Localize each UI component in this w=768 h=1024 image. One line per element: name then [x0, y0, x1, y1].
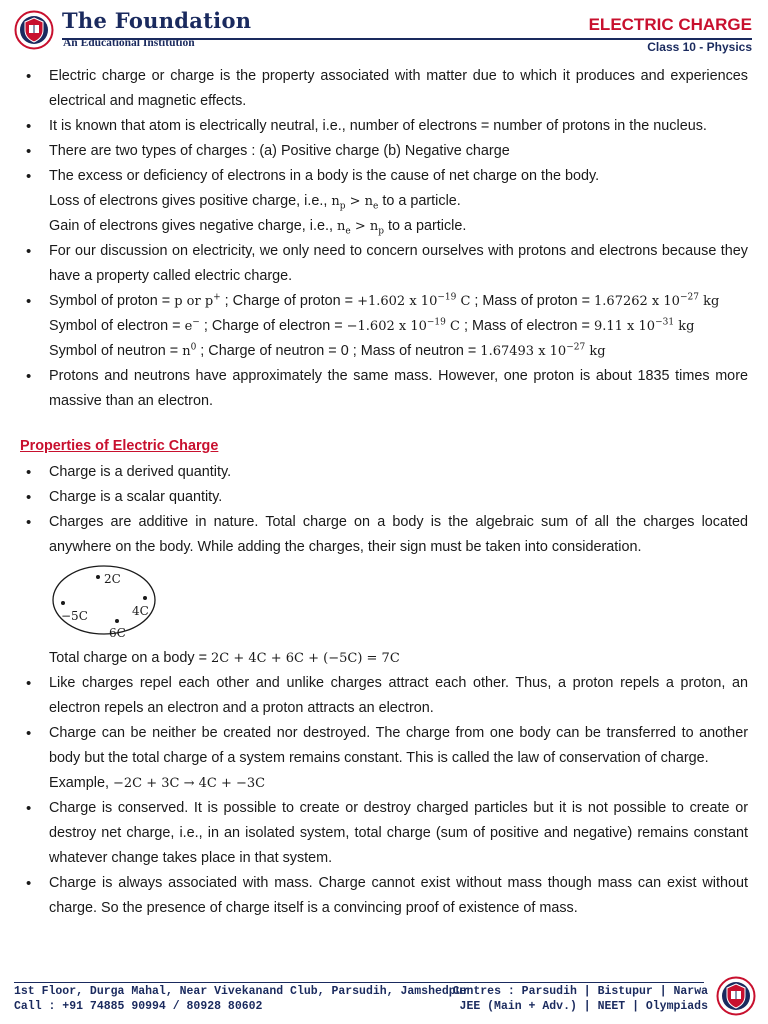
foundation-emblem-icon: [716, 976, 756, 1016]
gain-line: [20, 214, 748, 239]
charge-label: 4C: [132, 604, 149, 618]
example-text: Example,: [49, 775, 113, 791]
electron-symbol-label: Symbol of electron =: [49, 318, 185, 334]
gain-math: $n_e > n_p$: [336, 219, 384, 237]
list-item: [20, 289, 748, 314]
total-charge-text: Total charge on a body =: [49, 650, 212, 666]
properties-list-3: [20, 796, 748, 921]
list-item: • There are two types of charges : (a) Positive charge (b) Negative charge: [20, 139, 748, 164]
electron-charge: −1.602 x $10^{-19}$ C: [346, 317, 460, 334]
proton-symbol: p or p+: [174, 292, 221, 309]
footer-exams: JEE (Main + Adv.) | NEET | Olympiads: [459, 1000, 708, 1013]
page-footer: [0, 976, 768, 1024]
loss-suffix: to a particle.: [378, 193, 461, 209]
neutron-line: [20, 339, 748, 364]
gain-text: Gain of electrons gives negative charge, i.e.,: [49, 218, 337, 234]
charge-dot: [96, 575, 100, 579]
footer-centres: Centres : Parsudih | Bistupur | Narwa: [452, 985, 708, 998]
total-charge-line: [20, 646, 748, 671]
charge-label: −5C: [61, 609, 88, 623]
list-item: • Charge is a derived quantity.: [20, 460, 748, 485]
example-line: [20, 771, 748, 796]
electron-mass-label: ; Mass of electron =: [459, 318, 594, 334]
neutron-mass: 1.67493 x $10^{-27}$ kg: [480, 342, 606, 359]
charge-dot: [61, 601, 65, 605]
list-item: • For our discussion on electricity, we only need to concern ourselves with protons and electrons because they have a property called electric charge.: [20, 239, 748, 289]
list-item: • Like charges repel each other and unlike charges attract each other. Thus, a proton repels a proton, an electron repels an electron and a proton attracts an electron.: [20, 671, 748, 721]
neutron-symbol-label: Symbol of neutron =: [49, 343, 183, 359]
charge-diagram: [51, 564, 157, 640]
proton-mass: 1.67262 x $10^{-27}$ kg: [594, 292, 720, 309]
list-item: • Charges are additive in nature. Total charge on a body is the algebraic sum of all the charges located anywhere on the body. While adding the charges, their sign must be taken into consideration.: [20, 510, 748, 560]
electron-symbol: e−: [184, 317, 200, 334]
footer-divider: [14, 982, 704, 983]
proton-charge: +1.602 x $10^{-19}$ C: [357, 292, 471, 309]
list-item: [20, 164, 748, 189]
electron-mass: 9.11 x $10^{-31}$ kg: [593, 317, 695, 334]
loss-line: [20, 189, 748, 214]
intro-list: [20, 64, 748, 189]
gain-suffix: to a particle.: [383, 218, 467, 234]
list-item: • Charge is a scalar quantity.: [20, 485, 748, 510]
page-content: [20, 64, 748, 921]
list-item: • Protons and neutrons have approximately the same mass. However, one proton is about 1835 times more massive than an electron.: [20, 364, 748, 414]
list-item: • Charge is always associated with mass. Charge cannot exist without mass though mass can exist without charge. So the presence of charge itself is a convincing proof of existence of mass.: [20, 871, 748, 921]
example-math: −2C + 3C → 4C + −3C: [113, 776, 266, 791]
charge-dot: [143, 596, 147, 600]
charge-dot: [115, 619, 119, 623]
net-charge-text: The excess or deficiency of electrons in a body is the cause of net charge on the body.: [49, 168, 600, 184]
list-item: • Charge can be neither be created nor destroyed. The charge from one body can be transferred to another body but the total charge of a system remains constant. This is called the law of conservation of charge.: [20, 721, 748, 771]
document-title: ELECTRIC CHARGE: [588, 15, 752, 34]
properties-list-2: [20, 671, 748, 771]
charge-label: 6C: [109, 626, 126, 640]
intro-list-3: [20, 364, 748, 414]
foundation-emblem-icon: [14, 10, 54, 50]
proton-symbol-label: Symbol of proton =: [49, 293, 175, 309]
proton-mass-label: ; Mass of proton =: [470, 293, 595, 309]
list-item: • It is known that atom is electrically neutral, i.e., number of electrons = number of protons in the nucleus.: [20, 114, 748, 139]
total-charge-math: 2C + 4C + 6C + (−5C) = 7C: [211, 651, 400, 666]
footer-address: 1st Floor, Durga Mahal, Near Vivekanand Club, Parsudih, Jamshedpur: [14, 985, 470, 998]
proton-charge-label: ; Charge of proton =: [220, 293, 358, 309]
brand-title: The Foundation: [62, 8, 252, 33]
footer-phone: Call : +91 74885 90994 / 80928 80602: [14, 1000, 263, 1013]
electron-line: [20, 314, 748, 339]
brand-subtitle: An Educational Institution: [63, 37, 195, 49]
properties-list: [20, 460, 748, 560]
section-heading: Properties of Electric Charge: [20, 438, 219, 454]
page-header: [0, 0, 768, 64]
neutron-symbol: $n^0$: [182, 342, 197, 359]
document-subtitle: Class 10 - Physics: [647, 40, 752, 54]
intro-list-2: [20, 239, 748, 314]
loss-text: Loss of electrons gives positive charge, i.e.,: [49, 193, 332, 209]
list-item: • Charge is conserved. It is possible to create or destroy charged particles but it is not possible to create or destroy net charge, i.e., in an isolated system, total charge (sum of positive and negative) remains constant whatever change takes place in that system.: [20, 796, 748, 871]
electron-charge-label: ; Charge of electron =: [199, 318, 347, 334]
neutron-charge-mass-label: ; Charge of neutron = 0 ; Mass of neutron =: [196, 343, 481, 359]
list-item: • Electric charge or charge is the property associated with matter due to which it produces and experiences electrical and magnetic effects.: [20, 64, 748, 114]
loss-math: $n_p > n_e$: [331, 194, 379, 212]
charge-label: 2C: [104, 572, 121, 586]
